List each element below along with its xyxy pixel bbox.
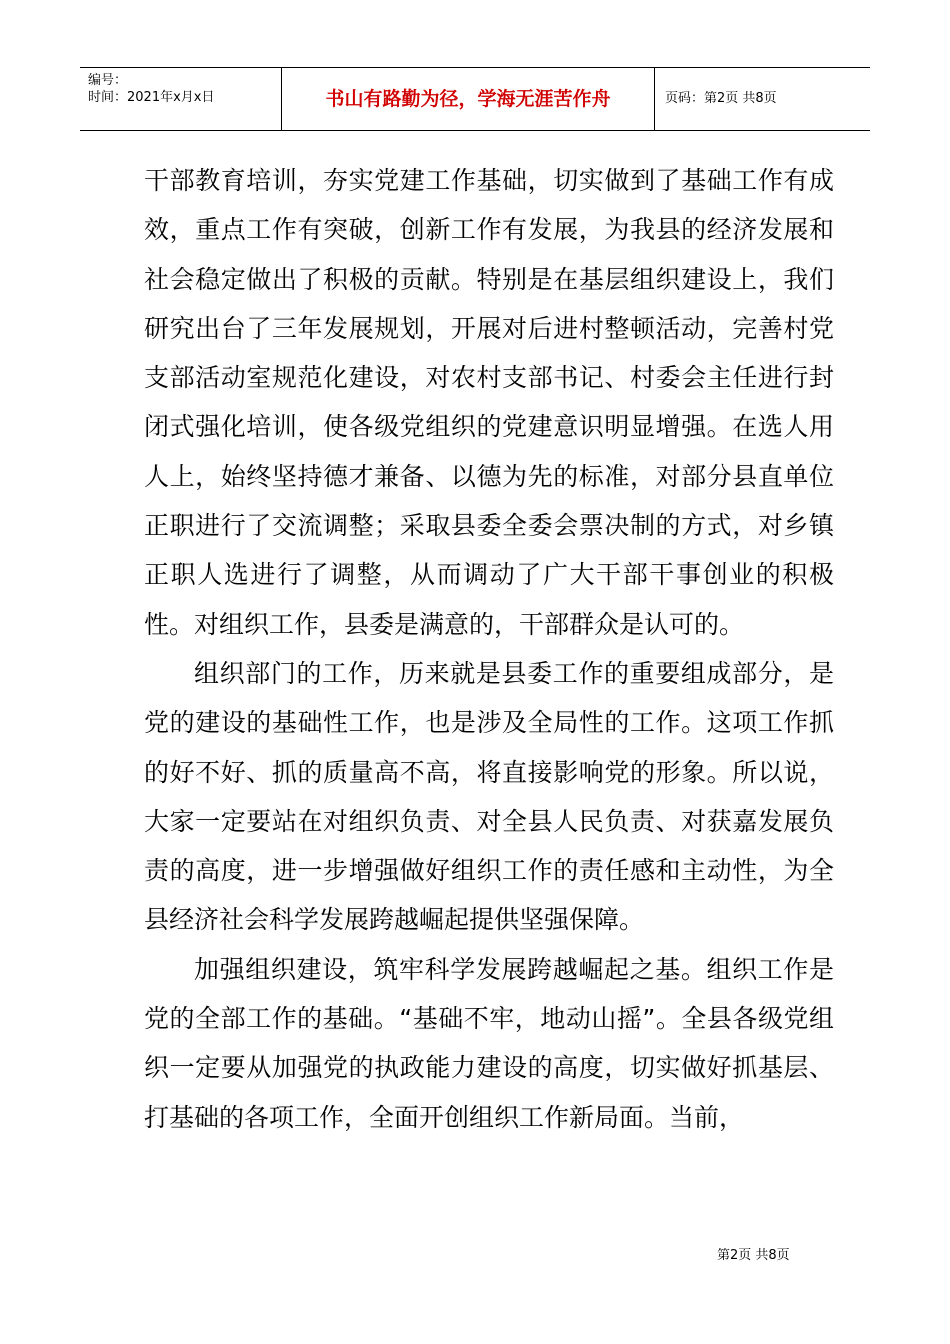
header-meta-cell: [80, 68, 282, 130]
text-line: 任进行封闭式强化培训，使各级党组织的党建意识明显增强。: [144, 363, 834, 442]
text-line: 党组织一定要从加强党的执政能力建设的高度，切实做好抓: [144, 1004, 834, 1083]
text-line: 是党的全部工作的基础。“基础不牢，地动山摇”。全县各级: [144, 954, 834, 1034]
text-line: 为全县经济社会科学发展跨越崛起提供坚强保障。: [144, 856, 834, 935]
text-line: 加强组织建设，筑牢科学发展跨越崛起之基。组织工作: [194, 954, 809, 984]
paragraph-2: [144, 649, 834, 945]
header-motto: 书山有路勤为径，学海无涯苦作舟: [325, 88, 611, 110]
text-line: 在选人用人上，始终坚持德才兼备、以德为先的标准，对部分: [144, 412, 834, 491]
text-line: 展负责的高度，进一步增强做好组织工作的责任感和主动性，: [144, 806, 834, 886]
footer-page-number: 第2页 共8页: [717, 1248, 790, 1263]
text-line: 组织部门的工作，历来就是县委工作的重要组成部分，: [194, 658, 809, 688]
header-page-number: 页码：第2页 共8页: [665, 91, 777, 106]
text-line: 和社会稳定做出了积极的贡献。特别是在基层组织建设上，: [144, 215, 834, 294]
text-line: 式，对乡镇正职人选进行了调整，从而调动了广大干部干事: [144, 511, 834, 590]
text-line: 我们研究出台了三年发展规划，开展对后进村整顿活动，完: [144, 264, 834, 343]
paragraph-1: [144, 156, 834, 649]
text-line: 作抓的好不好、抓的质量高不高，将直接影响党的形象。所以: [144, 708, 834, 787]
text-line: 善村党支部活动室规范化建设，对农村支部书记、村委会主: [144, 313, 834, 393]
text-line: 县直单位正职进行了交流调整；采取县委全委会票决制的方: [144, 461, 834, 541]
text-line: 创业的积极性。对组织工作，县委是满意的，干部群众是认可: [144, 560, 834, 639]
text-line: 成效，重点工作有突破，创新工作有发展，为我县的经济发展: [144, 166, 834, 245]
paragraph-3: [144, 945, 834, 1142]
header-motto-cell: [282, 68, 655, 130]
text-line: 的。: [694, 609, 745, 639]
text-line: 是党的建设的基础性工作，也是涉及全局性的工作。这项工: [144, 658, 834, 738]
document-body: [144, 156, 834, 1142]
document-header: [80, 67, 870, 131]
text-line: 干部教育培训，夯实党建工作基础，切实做到了基础工作有: [144, 166, 809, 195]
text-line: 基层、打基础的各项工作，全面开创组织工作新局面。当前，: [144, 1053, 834, 1132]
text-line: 说，大家一定要站在对组织负责、对全县人民负责、对获嘉发: [144, 757, 834, 836]
document-number-label: 编号：: [88, 73, 128, 88]
document-date-label: 时间：2021年x月x日: [88, 90, 215, 105]
header-page-cell: [655, 68, 870, 130]
